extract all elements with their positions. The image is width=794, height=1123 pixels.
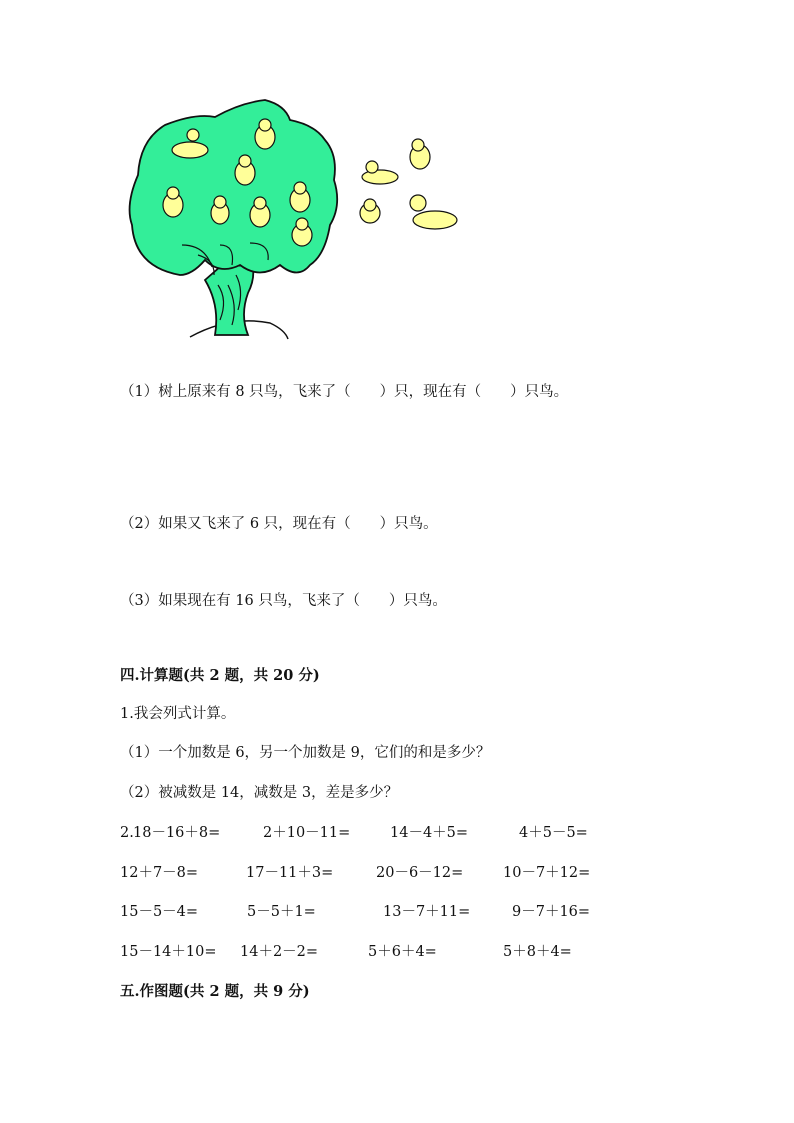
problem-1-q2: （2）被减数是 14，减数是 3，差是多少？ [120, 785, 399, 801]
calc-cell: 18－16＋8= [133, 825, 221, 841]
calc-cell: 17－11＋3= [246, 865, 334, 881]
problem-1-title: 1.我会列式计算。 [120, 706, 236, 722]
calc-cell: 5＋8＋4= [503, 944, 572, 960]
bird [410, 195, 457, 229]
calc-cell: 2＋10－11= [263, 825, 351, 841]
bird [362, 161, 398, 184]
tree-birds-illustration [120, 95, 470, 345]
calc-cell: 10－7＋12= [503, 865, 591, 881]
problem-1-q1: （1）一个加数是 6，另一个加数是 9，它们的和是多少？ [120, 745, 491, 761]
calc-cell: 20－6－12= [376, 865, 464, 881]
calc-cell: 15－5－4= [120, 904, 199, 920]
bird [360, 199, 380, 223]
question-1: （1）树上原来有 8 只鸟，飞来了（ ）只，现在有（ ）只鸟。 [120, 384, 569, 400]
problem-2-prefix: 2. [120, 825, 134, 841]
flying-birds [360, 139, 457, 229]
calc-cell: 12＋7－8= [120, 865, 199, 881]
bird [410, 139, 430, 169]
calc-cell: 14－4＋5= [390, 825, 469, 841]
section-heading-5: 五.作图题(共 2 题，共 9 分) [120, 983, 310, 1000]
bird [211, 196, 229, 224]
calc-cell: 5＋6＋4= [368, 944, 437, 960]
calc-cell: 9－7＋16= [512, 904, 591, 920]
question-2: （2）如果又飞来了 6 只，现在有（ ）只鸟。 [120, 516, 438, 532]
tree-birds-svg [120, 95, 470, 345]
calc-cell: 4＋5－5= [519, 825, 588, 841]
section-heading-4: 四.计算题(共 2 题，共 20 分) [120, 667, 320, 684]
calc-cell: 13－7＋11= [383, 904, 471, 920]
calc-cell: 15－14＋10= [120, 944, 217, 960]
calc-cell: 14＋2－2= [240, 944, 319, 960]
calc-cell: 5－5＋1= [247, 904, 316, 920]
question-3: （3）如果现在有 16 只鸟，飞来了（ ）只鸟。 [120, 593, 447, 609]
